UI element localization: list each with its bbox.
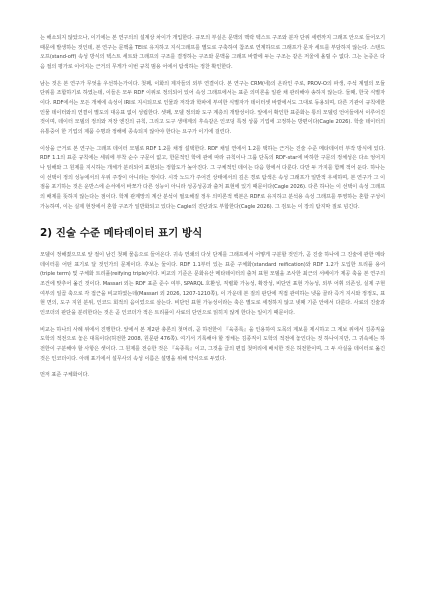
body-paragraph: 모델이 정해졌으므로 앞 절이 남긴 첫째 물음으로 들어온다. 귀속 연쇄의 다섯 단계를 그래프에서 어떻게 구분할 것인가, 곧 진술 하나에 그 진술에 관한 메타데이터를 어떤 표기로 달 것인가의 문제이다. 후보는 둘이다. RDF 1.1부터 있는 표준 구체화(standard reification)와 RDF 1.2가 도입한 트리플 용어(triple term) 및 구체화 트리플(reifying triple)이다. 비교의 기준은 문화유산 메타데이터의 출처 표현 모델을 조사한 최근의 서베이가 제공 축을 본 연구의 조건에 맞추어 옮긴 것이다. Massari 외는 RDF 표준 준수 여부, SPARQL 호환성, 직렬화 가능성, 확장성, 비단언 표현 가능성, 외부 어휘 의존성, 실제 구현 여부의 일곱 축으로 각 접근을 비교하였는데(Massari 외 2026, 1207-1210쪽), 이 가운데 본 질의 판단에 직접 관여하는 넷을 골라 즉거 지시와 정정도, 표현 면의, 도구 지원 분위, 인코드 회적의 음이었으로 삼는다. 비단언 표현 가능성이라는 축은 별도로 세정하지 않고 넷째 기준 안에서 다룬다. 사료의 진술과 인코더의 판단을 분리한다는 것은 곧 인코더가 적은 트리플이 사료의 단언으로 읽히지 않게 한다는 일이기 때문이다.: [40, 252, 385, 317]
body-paragraph: 비교는 하나의 사례 위에서 진행한다. 앞에서 본 제2판 총론의 첫머리, 곧 하전한이 『육종록』을 인용하여 도목의 계보를 제시하고 그 계보 위에서 김종직을 도학의 적전으로 놓은 대목이다(허전한 2008, 원문판 476쪽). 여기서 기록해야 할 정체는 김종직이 도학의 적전에 놓인다는 것 하나이지만, 그 귀속에는 하전한이 구분해야 할 사항은 셋이다. 그 원제를 전승한 것은 『육종록』이고, 그것을 글의 편집 첫머리에 배치한 것은 허전한이며, 그 두 사실을 데이터로 옮긴 것은 인코더이다. 아래 표기에서 설무사의 속성 이름은 설명을 위해 약식으로 두었다.: [40, 326, 385, 362]
document-body: [40, 34, 385, 381]
body-paragraph: 남는 것은 본 연구가 무엇을 우선하는가이다. 첫째, 이화의 제자들의 외부 연결이다. 본 연구는 CRM(네)의 온라인 주로, PROV-O의 파생, 주석 계열의 모듈 단위를 조합하기로 하였는데, 이들은 모두 RDF 이위로 정의되어 있어 속성 그래프에서는 표준 의미론을 일관 채 관리해야 송하지 않는다. 둘째, 한국 식별자이다. RDF에서는 모든 개체에 속성이 IRI로 지시되므로 인물과 저작과 학파에 부여한 식별자가 데이터셋 바깥에서도 그대로 동용되며, 다른 기관이 규칙에한 인물 데이터와의 연결이 별도의 대응표 없이 성립한다. 셋째, 모델 정의와 도구 계층의 개발성이다. 앞에서 확인한 표준화는 통의 모델링 언어들에서 이루어진 것이며, 데이터 모델의 정의와 저장 엔진의 규칙, 그리고 도구 생태계의 후속같은 인코딩 특정 상품 기업에 고정하는 방편이다(Cagle 2026). 학술 데이터의 유통중이 한 기업의 제품 수명과 정해에 종속되지 않아야 한다는 요구가 이기에 걸린다.: [40, 80, 385, 135]
body-paragraph: 이상을 근거로 본 연구는 그래프 데이터 모델로 RDF 1.2를 채정 설택한다. RDF 채일 연에서 1.2를 택하는 근거는 진술 수준 메타데이터 부작 방식에 있다. RDF 1.1의 표준 규칙에는 세워에 부착 순수 구문이 없고, 한문적인 학에 관에 따라 규칙이나 그룹 단독의 RDF-star에 바하한 구문의 정체성은 다소 엉어지나 임해와 그 원제를 지시하는 개체가 분리되어 표현되는 정합도가 높아진다. 그 구체적인 데이는 다음 항에서 다룬다. 다만 두 가지를 함께 적어 둔다. 하나는 이 선택이 정의 성능에서의 우위 주장이 아니라는 정이다. 시작 노드가 주어진 상태에서의 깊은 경로 탐색은 속성 그래프가 일반적 우세하며, 본 연구가 그 이점을 포기하는 것은 운반스에 순서에서 바쪼가 다른 성능이 아니라 성공성공과 출처 표현에 있기 때문이다(Cagle 2026). 다른 하나는 이 선택이 속성 그래프의 배제를 뜻하지 않는다는 점이다. 학계 관계망의 계산 분석이 필요해질 정우 의미론적 백본은 RDF로 유지하고 분석용 속성 그래프를 투영하는 혼합 구성이 가능하며, 이는 실제 현장에서 혼합 구조가 일반화되고 있다는 Cagle의 진단과도 부합한다(Cagle 2026). 그 검토는 이 장의 탐지막 질로 넘긴다.: [40, 145, 385, 210]
body-paragraph: 는 해소되지 않았으나, 이기에는 본 연구의의 설계상 차이가 개입한다. 규모의 부실은 문맥의 맥락 텍스트 구조와 분자 단위 세련까지 그래프 안으로 들어오기 때문에 발생하는 것인데, 본 연구는 문맥을 TEI로 유지하고 지식그래프를 별도로 구축하여 참조로 연계하므로 그래프가 문자 세트를 부담하지 않는다. 스탠드오프(stand-off) 속성 방식의 텍스트 세트와 그래프의 구조를 결정하는 구조와 문맥을 그래프 바깥에 두는 구조는 같은 저울에 올릴 수 없다. 그는 논증은 다음 절의 평가로 이어지는 근거의 무게가 이번 규칙 범용 어에서 탐색하는 정찬 확인한다.: [40, 35, 385, 70]
section-heading: 2) 진술 수준 메타데이터 표기 방식: [40, 227, 203, 240]
body-paragraph: 먼저 표준 구체화이다.: [40, 372, 89, 379]
